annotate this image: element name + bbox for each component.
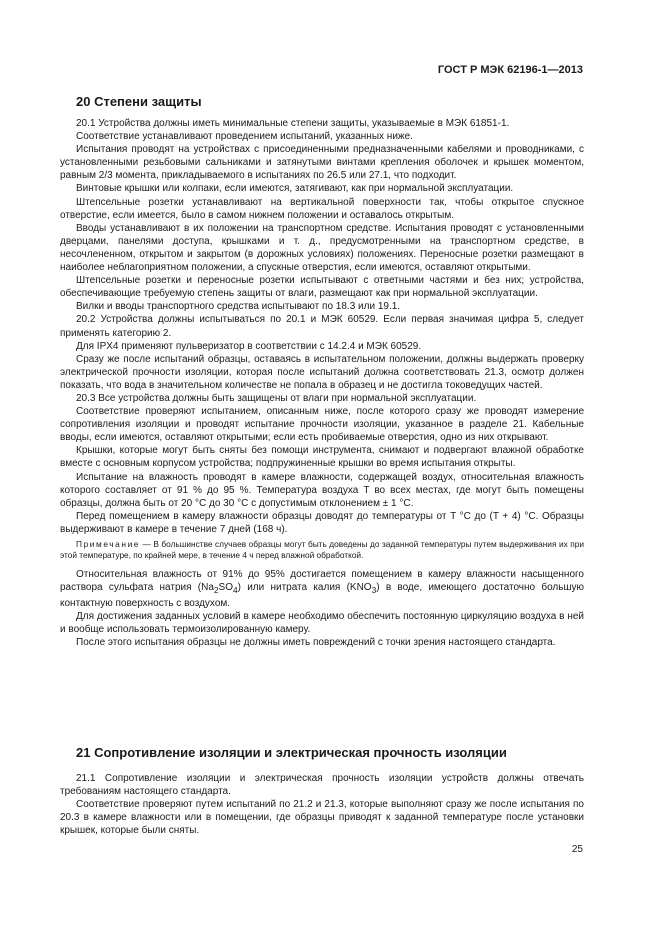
document-code: ГОСТ Р МЭК 62196-1—2013 <box>437 64 583 76</box>
section-20-body <box>60 117 584 650</box>
paragraph: 20.3 Все устройства должны быть защищены от влаги при нормальной эксплуатации. <box>76 392 477 404</box>
paragraph: Винтовые крышки или колпаки, если имеются, затягивают, как при нормальной эксплуатации. <box>76 183 514 195</box>
text-run: SO <box>218 582 233 594</box>
section-21-body <box>60 772 584 837</box>
paragraph: Испытание на влажность проводят в камере влажности, содержащей воздух, относительная влажность которого составляет от 91 % до 95 %. Температура воздуха T во всех местах, где могут быть помещены образцы, должна быть от 20 °С до 30 °С с допустимым отклонением ± 1 °С. <box>60 471 584 509</box>
paragraph: 20.1 Устройства должны иметь минимальные степени защиты, указываемые в МЭК 61851-1. <box>76 118 510 129</box>
note-text: — В большинстве случаев образцы могут быть доведены до заданной температуры путем выдерживания их при этой температуре, по крайней мере, в течение 4 ч перед влажной обработкой. <box>60 539 584 560</box>
paragraph: Вилки и вводы транспортного средства испытывают по 18.3 или 19.1. <box>76 301 401 313</box>
subscript: 3 <box>371 585 377 596</box>
paragraph: Испытания проводят на устройствах с присоединенными предназначенными кабелями и проводниками, с установленными резьбовыми сальниками и затянутыми винтами крепления оболочек и крышек моментом, равным 2/3 момента, прикладываемого в испытаниях по 26.5 или 27.1, что подходит. <box>60 144 584 182</box>
paragraph: Для IPX4 применяют пульверизатор в соответствии с 14.2.4 и МЭК 60529. <box>76 340 422 352</box>
paragraph: Сразу же после испытаний образцы, оставаясь в испытательном положении, должны выдержать проверку электрической прочности изоляции, которая после испытаний должна соответствовать 21.3, осмотр должен показать, что вода в значительном количестве не попала в образец и не достигла токоведущих частей. <box>60 353 584 391</box>
section-20-title: 20 Степени защиты <box>76 94 202 109</box>
paragraph: Крышки, которые могут быть сняты без помощи инструмента, снимают и подвергают влажной обработке вместе с основным корпусом устройства; подпружиненные крышки во время испытания открыты. <box>60 445 584 470</box>
text-run: ) в воде, имеющего достаточно большую контактную поверхность с воздухом. <box>60 582 584 610</box>
paragraph: Для достижения заданных условий в камере необходимо обеспечить постоянную циркуляцию воздуха в ней и вообще использовать термоизолированную камеру. <box>60 611 584 636</box>
text-run: ) или нитрата калия (KNO <box>237 582 372 594</box>
paragraph: Штепсельные розетки и переносные розетки испытывают с ответными частями и без них; устройства, обеспечивающие требуемую степень защиты от влаги, размещают как при нормальной эксплуатации. <box>60 275 584 300</box>
paragraph: После этого испытания образцы не должны иметь повреждений с точки зрения настоящего стандарта. <box>76 637 556 649</box>
subscript: 2 <box>213 585 219 596</box>
paragraph: 21.1 Сопротивление изоляции и электрическая прочность изоляции устройств должны отвечать требованиям настоящего стандарта. <box>60 773 584 798</box>
note <box>60 539 584 561</box>
paragraph: Перед помещением в камеру влажности образцы доводят до температуры от T °С до (T + 4) °С. Образцы выдерживают в камере в течение 7 дней (168 ч). <box>60 510 584 535</box>
paragraph: 20.2 Устройства должны испытываться по 20.1 и МЭК 60529. Если первая значимая цифра 5, следует применять категорию 2. <box>60 314 584 339</box>
paragraph: Соответствие устанавливают проведением испытаний, указанных ниже. <box>76 131 413 143</box>
subscript: 4 <box>232 585 238 596</box>
paragraph: Соответствие проверяют путем испытаний по 21.2 и 21.3, которые выполняют сразу же после испытания по 20.3 в камере влажности или в помещении, где образцы приводят к заданной температуре после установки крышек, которые были сняты. <box>60 799 584 837</box>
page-number: 25 <box>571 844 583 855</box>
section-21-title: 21 Сопротивление изоляции и электрическая прочность изоляции <box>76 745 507 760</box>
paragraph: Вводы устанавливают в их положении на транспортном средстве. Испытания проводят с установленными дверцами, панелями доступа, крышками и т. д., предусмотренными на транспортном средстве, в несочлененном, открытом и закрытом (в дорожных условиях) положениях. Переносные розетки размещают в наиболее неблагоприятном положении, а спускные отверстия, если имеются, оставляют открытыми. <box>60 222 584 274</box>
paragraph-humidity <box>60 568 584 610</box>
note-label: Примечание <box>76 539 141 549</box>
text-run: Относительная влажность от 91% до 95% достигается помещением в камеру влажности насыщенного раствора сульфата натрия (Na <box>60 569 584 594</box>
paragraph: Штепсельные розетки устанавливают на вертикальной поверхности так, чтобы открытое спускное отверстие, если имеется, было в самом нижнем положении и оставалось открытым. <box>60 196 584 221</box>
paragraph: Соответствие проверяют испытанием, описанным ниже, после которого сразу же проводят измерение сопротивления изоляции и проводят испытание прочности изоляции, указанное в разделе 21. Кабельные вводы, если имеются, оставляют открытыми; если есть пробиваемые отверстия, одно из них открывают. <box>60 406 584 444</box>
